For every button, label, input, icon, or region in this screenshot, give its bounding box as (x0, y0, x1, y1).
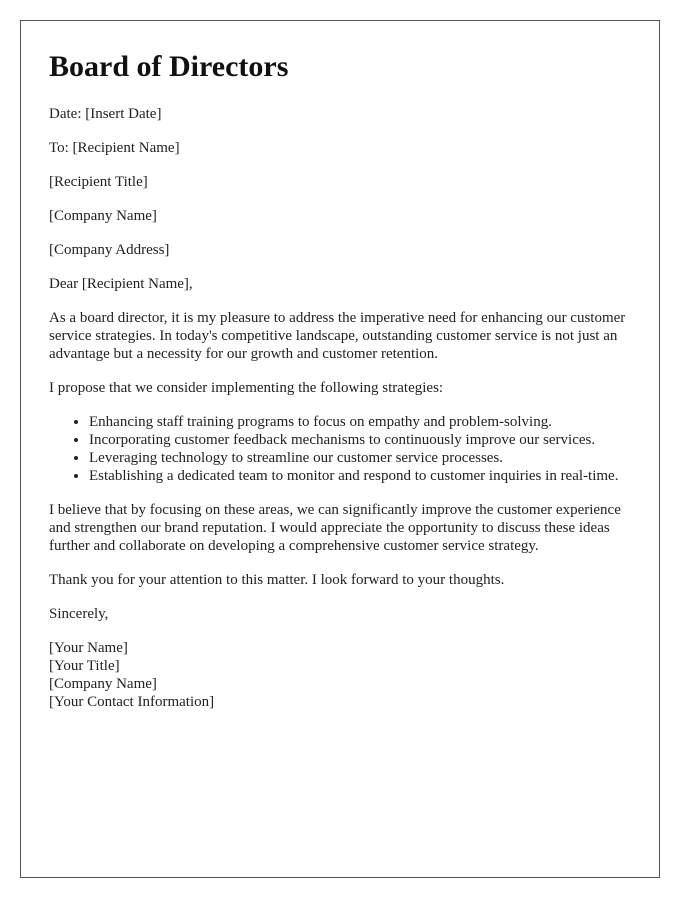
signature-block (49, 639, 631, 711)
signature-contact: [Your Contact Information] (49, 694, 215, 710)
recipient-title: [Recipient Title] (49, 174, 148, 190)
strategy-list (49, 413, 631, 485)
recipient-to-line: To: [Recipient Name] (49, 140, 180, 156)
letter-page (20, 20, 660, 878)
salutation: Dear [Recipient Name], (49, 276, 193, 292)
date-line: Date: [Insert Date] (49, 106, 162, 122)
letter-heading: Board of Directors (49, 50, 289, 83)
proposal-paragraph: I propose that we consider implementing the following strategies: (49, 380, 444, 396)
belief-paragraph: I believe that by focusing on these areas, we can significantly improve the customer experience and strengthen our brand reputation. I would appreciate the opportunity to discuss these ideas further and collaborate on developing a comprehensive customer service strategy. (49, 502, 621, 554)
closing: Sincerely, (49, 606, 109, 622)
intro-paragraph: As a board director, it is my pleasure to address the imperative need for enhancing our customer service strategies. In today's competitive landscape, outstanding customer service is not just an advantage but a necessity for our growth and customer retention. (49, 310, 626, 362)
strategy-item-dedicated-team: • Establishing a dedicated team to monitor and respond to customer inquiries in real-time. (89, 467, 631, 485)
signature-company: [Company Name] (49, 676, 157, 692)
strategy-item-feedback: • Incorporating customer feedback mechanisms to continuously improve our services. (89, 431, 631, 449)
strategy-item-technology: • Leveraging technology to streamline our customer service processes. (89, 449, 631, 467)
signature-title: [Your Title] (49, 658, 120, 674)
thanks-paragraph: Thank you for your attention to this matter. I look forward to your thoughts. (49, 572, 505, 588)
recipient-company-address: [Company Address] (49, 242, 170, 258)
recipient-company-name: [Company Name] (49, 208, 157, 224)
strategy-item-training: • Enhancing staff training programs to focus on empathy and problem-solving. (89, 413, 631, 431)
signature-name: [Your Name] (49, 640, 128, 656)
